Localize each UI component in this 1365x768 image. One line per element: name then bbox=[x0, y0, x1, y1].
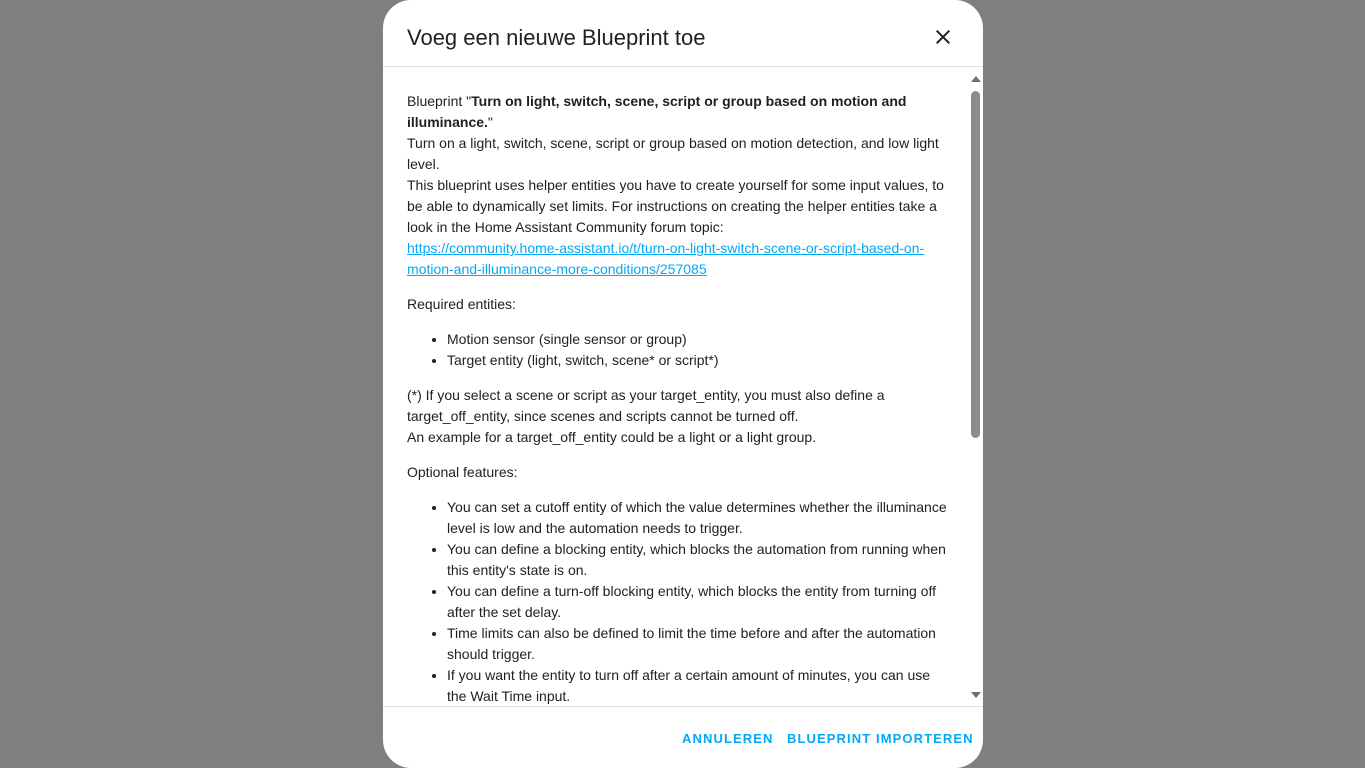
blueprint-desc-line2: This blueprint uses helper entities you have to create yourself for some input values, to be able to dynamically set limits. For instructions on creating the helper entities take a look in the Home Assistant Community forum topic: bbox=[407, 177, 944, 235]
list-item: • You can define a blocking entity, which blocks the automation from running when this entity's state is on. bbox=[447, 539, 952, 581]
blueprint-name: Turn on light, switch, scene, script or group based on motion and illuminance. bbox=[407, 93, 907, 130]
close-icon bbox=[931, 25, 955, 49]
dialog-content[interactable] bbox=[383, 68, 983, 706]
content-scrollbar[interactable] bbox=[968, 68, 983, 706]
blueprint-desc-line1: Turn on a light, switch, scene, script or group based on motion detection, and low light level. bbox=[407, 135, 939, 172]
list-item: • Motion sensor (single sensor or group) bbox=[447, 329, 952, 350]
scroll-up-arrow-icon[interactable] bbox=[971, 76, 981, 82]
list-item: • Target entity (light, switch, scene* or script*) bbox=[447, 350, 952, 371]
list-item: • If you want the entity to turn off after a certain amount of minutes, you can use the Wait Time input. bbox=[447, 665, 952, 706]
note-line1: (*) If you select a scene or script as your target_entity, you must also define a target_off_entity, since scenes and scripts cannot be turned off. bbox=[407, 387, 885, 424]
list-item: • You can set a cutoff entity of which the value determines whether the illuminance level is low and the automation needs to trigger. bbox=[447, 497, 952, 539]
required-heading: Required entities: bbox=[407, 296, 516, 312]
optional-heading: Optional features: bbox=[407, 464, 518, 480]
cancel-button[interactable]: ANNULEREN bbox=[674, 723, 782, 755]
blueprint-intro bbox=[407, 91, 952, 280]
target-note bbox=[407, 385, 952, 448]
required-list bbox=[407, 329, 952, 371]
close-button[interactable] bbox=[927, 21, 959, 53]
note-line2: An example for a target_off_entity could be a light or a light group. bbox=[407, 429, 817, 445]
list-item: • Time limits can also be defined to limit the time before and after the automation should trigger. bbox=[447, 623, 952, 665]
dialog-title: Voeg een nieuwe Blueprint toe bbox=[407, 25, 706, 50]
import-blueprint-button[interactable]: BLUEPRINT IMPORTEREN bbox=[779, 723, 982, 755]
import-blueprint-dialog bbox=[383, 0, 983, 768]
dialog-header bbox=[383, 0, 983, 67]
blueprint-prefix: Blueprint " bbox=[407, 93, 472, 109]
dialog-actions bbox=[383, 706, 983, 768]
list-item: • You can define a turn-off blocking entity, which blocks the entity from turning off after the set delay. bbox=[447, 581, 952, 623]
blueprint-suffix: " bbox=[487, 114, 493, 130]
blueprint-description bbox=[407, 91, 952, 706]
scrollbar-thumb[interactable] bbox=[971, 91, 980, 438]
community-forum-link[interactable]: https://community.home-assistant.io/t/turn-on-light-switch-scene-or-script-based-on-motion-and-illuminance-more-conditions/257085 bbox=[407, 240, 925, 277]
scroll-down-arrow-icon[interactable] bbox=[971, 692, 981, 698]
optional-list bbox=[407, 497, 952, 706]
